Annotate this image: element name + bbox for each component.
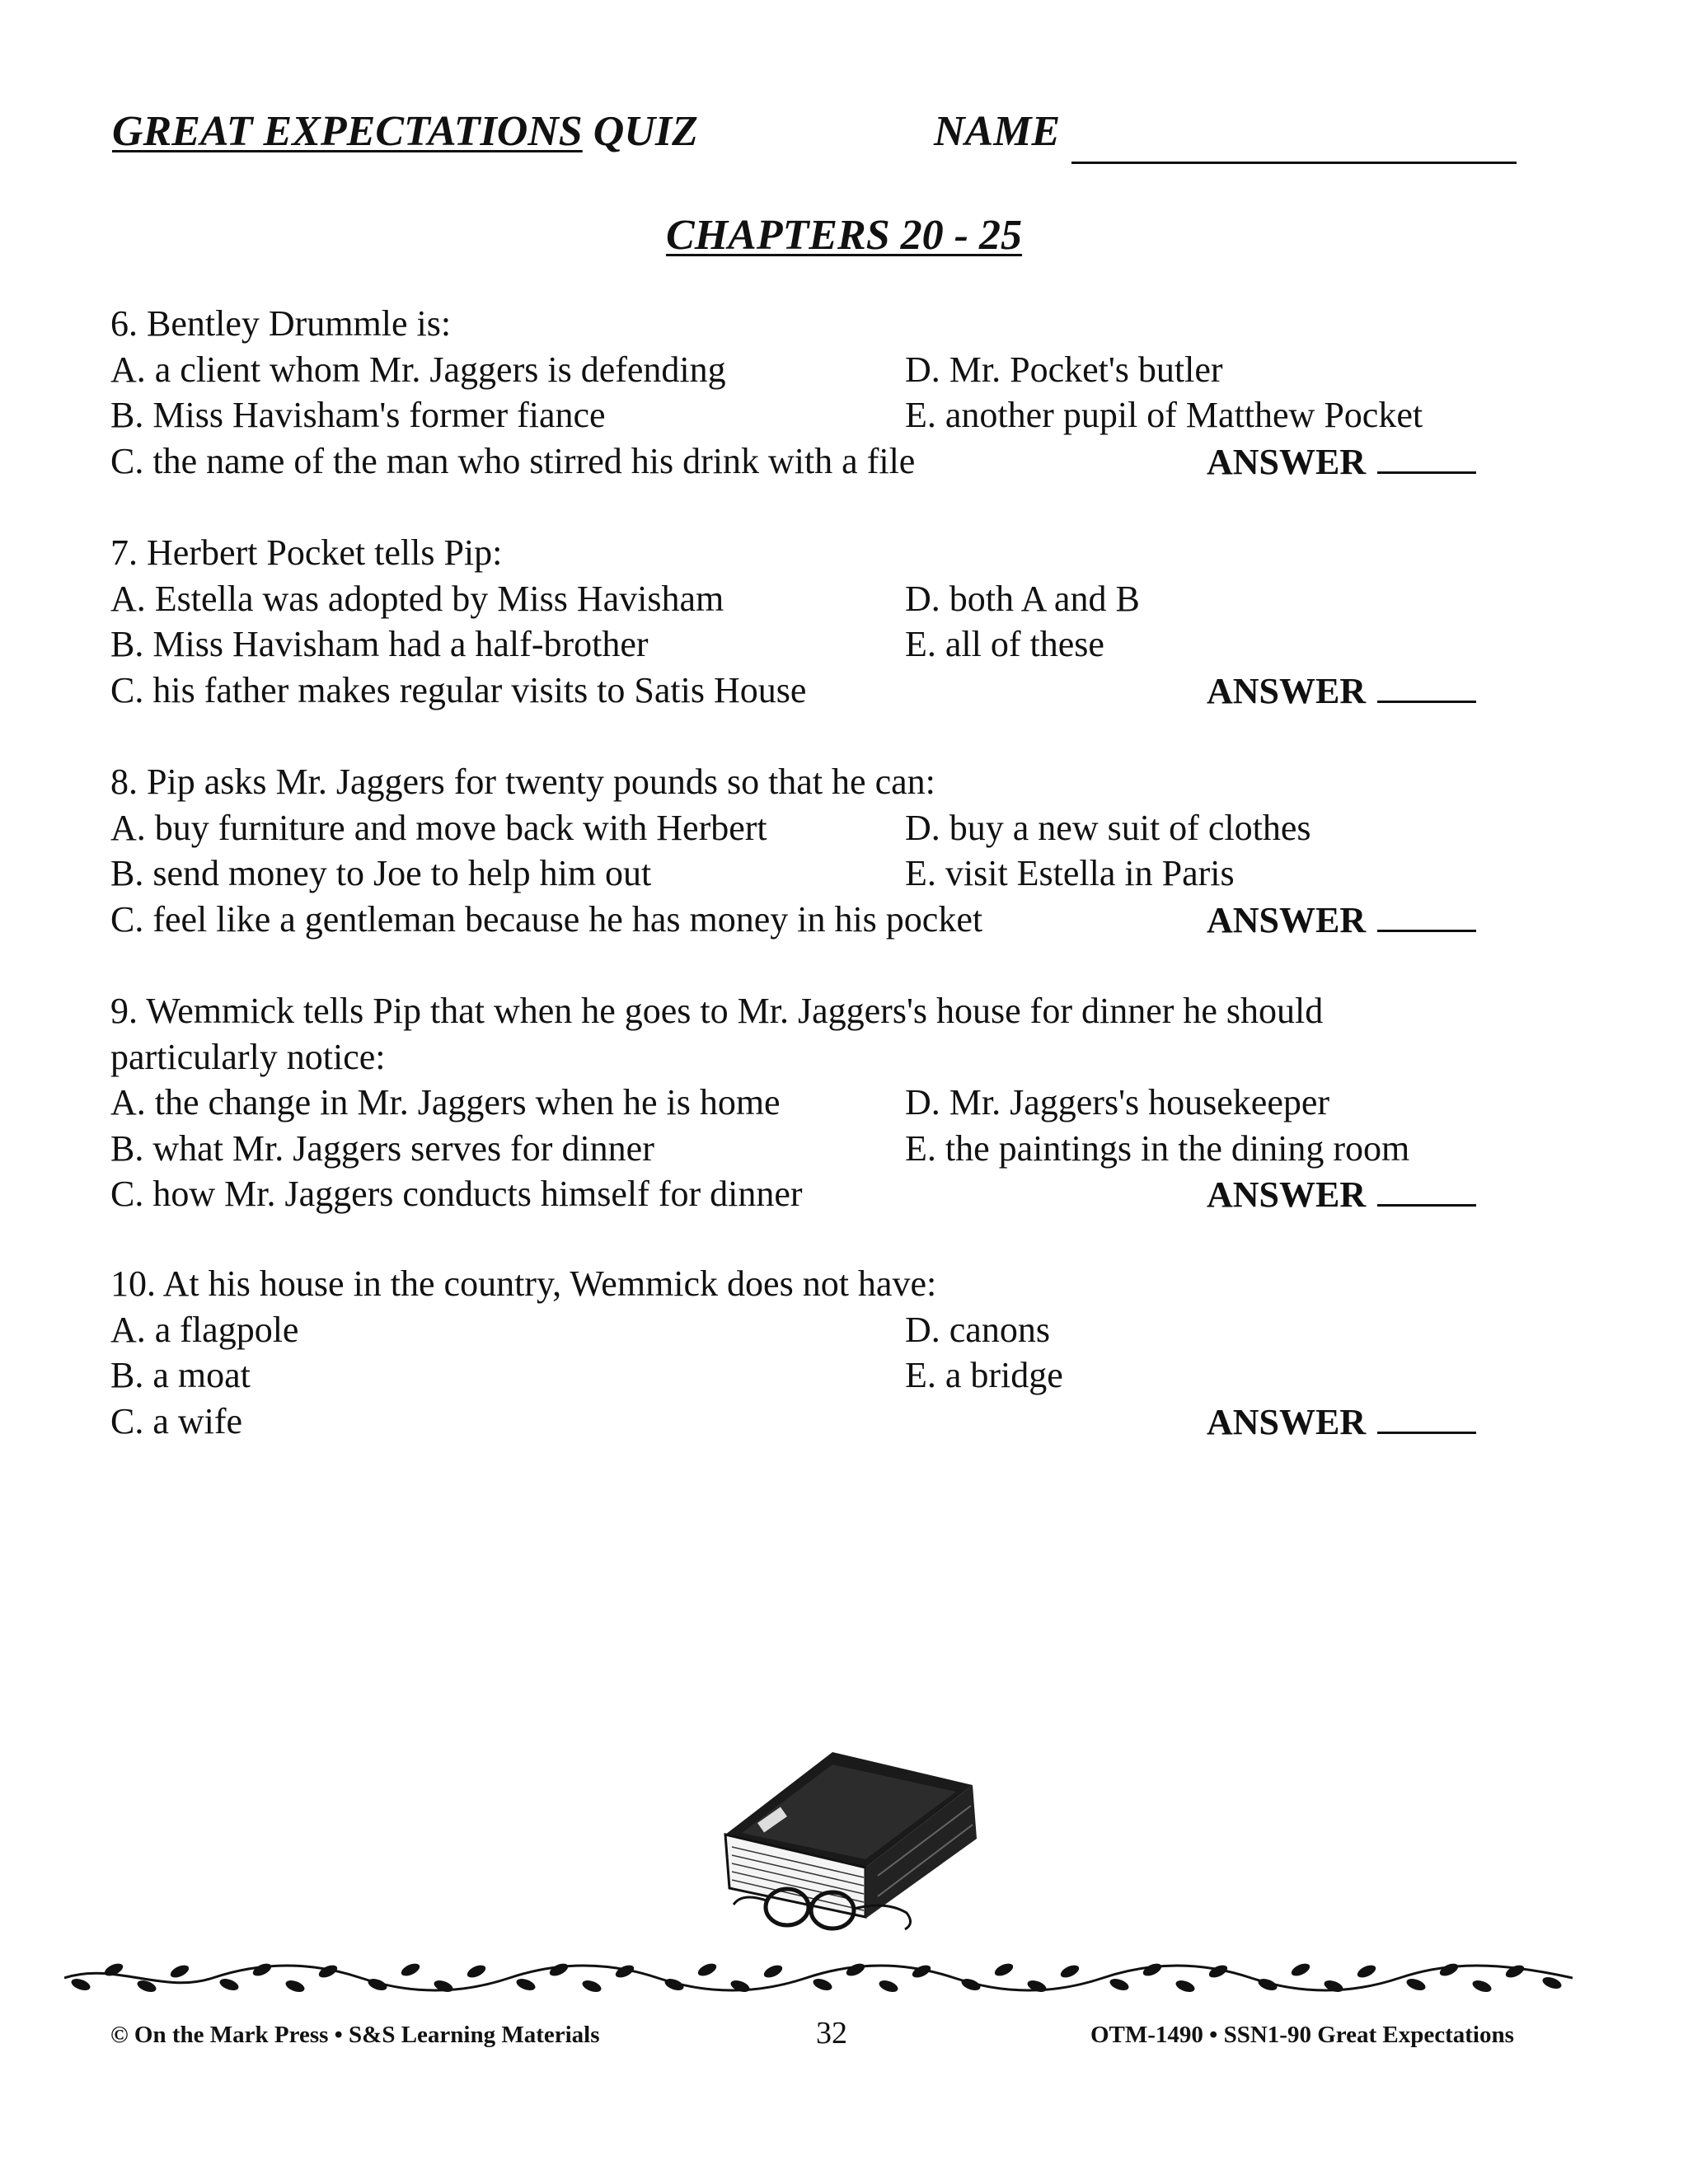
option-c: C. his father makes regular visits to Satis House (110, 669, 807, 710)
option-b: B. a moat (110, 1355, 251, 1395)
answer-field (1207, 1171, 1476, 1218)
option-d: D. both A and B (905, 578, 1140, 619)
answer-label: ANSWER (1207, 1174, 1367, 1215)
option-e: E. visit Estella in Paris (905, 853, 1235, 893)
option-a: A. buy furniture and move back with Herbert (110, 807, 767, 848)
question-stem: 6. Bentley Drummle is: (110, 303, 452, 344)
option-e: E. the paintings in the dining room (905, 1127, 1410, 1169)
book-title: GREAT EXPECTATIONS (112, 108, 583, 155)
option-a: A. Estella was adopted by Miss Havisham (110, 578, 724, 619)
option-a: A. a client whom Mr. Jaggers is defending (110, 349, 726, 390)
option-d: D. canons (905, 1309, 1050, 1350)
question-stem-continued: particularly notice: (110, 1036, 386, 1077)
question-7 (110, 530, 1578, 713)
option-e: E. all of these (905, 624, 1104, 664)
book-with-spectacles-icon (709, 1736, 981, 1938)
vine-border (64, 1953, 1573, 2003)
option-c: C. how Mr. Jaggers conducts himself for dinner (110, 1174, 803, 1214)
question-stem: 7. Herbert Pocket tells Pip: (110, 532, 503, 573)
name-blank-line[interactable] (1071, 162, 1517, 164)
option-b: B. send money to Joe to help him out (110, 853, 652, 893)
option-b: B. Miss Havisham's former fiance (110, 395, 606, 435)
quiz-title (112, 107, 698, 156)
chapters-heading (0, 211, 1688, 260)
option-a: A. a flagpole (110, 1309, 299, 1350)
answer-field (1207, 897, 1476, 944)
page-number: 32 (816, 2016, 847, 2050)
chapters-label: CHAPTERS 20 - 25 (666, 212, 1022, 259)
question-8 (110, 759, 1578, 942)
question-6 (110, 301, 1578, 484)
answer-label: ANSWER (1207, 441, 1367, 482)
option-b: B. Miss Havisham had a half-brother (110, 624, 649, 664)
product-code: OTM-1490 • SSN1-90 Great Expectations (1090, 2022, 1514, 2048)
answer-label: ANSWER (1207, 899, 1367, 940)
answer-label: ANSWER (1207, 670, 1367, 711)
question-stem: 8. Pip asks Mr. Jaggers for twenty pounds so that he can: (110, 762, 935, 802)
option-d: D. buy a new suit of clothes (905, 807, 1311, 848)
option-a: A. the change in Mr. Jaggers when he is home (110, 1082, 781, 1122)
answer-label: ANSWER (1207, 1401, 1367, 1442)
option-d: D. Mr. Pocket's butler (905, 349, 1223, 390)
option-c: C. feel like a gentleman because he has money in his pocket (110, 898, 983, 940)
option-b: B. what Mr. Jaggers serves for dinner (110, 1127, 654, 1169)
option-d: D. Mr. Jaggers's housekeeper (905, 1082, 1330, 1122)
answer-field (1207, 668, 1476, 715)
question-stem: 10. At his house in the country, Wemmick does not have: (110, 1263, 937, 1304)
name-label: NAME (934, 108, 1061, 155)
option-e: E. another pupil of Matthew Pocket (905, 395, 1423, 435)
option-c: C. the name of the man who stirred his drink with a file (110, 440, 916, 481)
question-10 (110, 1261, 1578, 1444)
answer-field (1207, 438, 1476, 485)
quiz-label: QUIZ (593, 108, 698, 155)
answer-field (1207, 1399, 1476, 1446)
option-e: E. a bridge (905, 1355, 1063, 1395)
question-stem: 9. Wemmick tells Pip that when he goes to Mr. Jaggers's house for dinner he should (110, 991, 1324, 1031)
publisher-credit: © On the Mark Press • S&S Learning Materials (110, 2022, 600, 2048)
answer-blank[interactable] (1377, 1399, 1476, 1434)
answer-blank[interactable] (1377, 1171, 1476, 1207)
answer-blank[interactable] (1377, 438, 1476, 474)
question-9 (110, 988, 1578, 1217)
answer-blank[interactable] (1377, 668, 1476, 703)
answer-blank[interactable] (1377, 897, 1476, 932)
option-c: C. a wife (110, 1400, 243, 1441)
